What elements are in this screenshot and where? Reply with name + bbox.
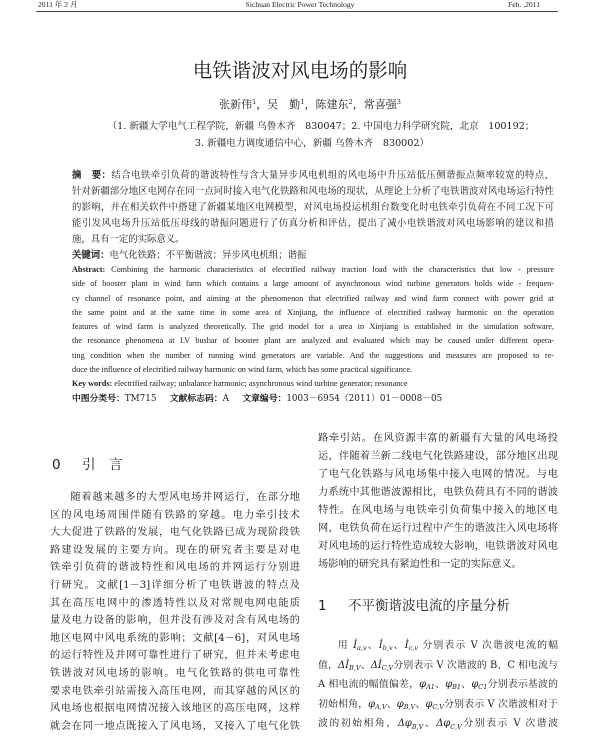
abstract-cn-line: 能引发风电场升压站低压母线的谐振问题进行了仿真分析和评估，提出了减小电铁谐波对风电场影响的建议和措 [72, 218, 554, 229]
body-line: 区的风电场周围伴随有铁路的穿越。电力牵引技术 [50, 509, 300, 521]
formula-symbol: φ [419, 679, 427, 691]
abstract-en-line: the resonance phenomena at LV busbar of booster plant are analyzed and evaluated which may be caused under different opera- [72, 336, 554, 346]
formula-symbol: φ [396, 698, 404, 710]
abstract-cn-line: 针对新疆部分地区电网存在同一点同时接入电气化铁路和风电场的现状，从理论上分析了电铁谐波对风电场运行特性 [72, 186, 554, 197]
formula-text: 、 [434, 679, 446, 691]
section-number: 1 [318, 598, 327, 614]
section-heading-sequence-analysis [318, 596, 510, 616]
header-rule [36, 11, 558, 12]
formula-text: 、 [415, 698, 426, 710]
body-line: 风电场也根据电网情况接入该地区的高压电网，这样 [50, 703, 300, 715]
formula-text: 值， [318, 659, 338, 671]
formula-symbol: φ [445, 679, 453, 691]
author-name: 常喜强 [363, 98, 397, 111]
section1-body [318, 636, 558, 734]
body-line: 特性。在风电场与电铁牵引负荷集中接入的地区电 [318, 505, 558, 516]
keywords-en-line [72, 377, 554, 391]
formula-subscript: B1 [452, 683, 462, 692]
body-line: 场影响的研究具有紧迫性和一定的实际意义。 [318, 559, 522, 570]
clc-value: TM715 [124, 394, 157, 404]
formula-symbol: Δφ [397, 718, 412, 730]
body-line: 路牵引站。在风资源丰富的新疆有大量的风电场投 [318, 433, 558, 444]
abstract-en-text: Combining the harmonic characteristics of electrified railway traction load with the characteristics that low - pressure [105, 265, 554, 274]
abstract-cn [72, 168, 554, 248]
abstract-cn-line: 的影响，并在相关软件中搭建了新疆某地区电网模型，对风电场投运机组台数变化时电铁牵引负荷在不同工况下可 [72, 202, 554, 213]
formula-symbol: φ [471, 679, 479, 691]
formula-text: 分别表示 V 次谐波相对于 [443, 698, 558, 710]
formula-text: 分别表示基波的 [487, 679, 558, 691]
body-line: 对风电场的运行特性造成较大影响，电铁谐波对风电 [318, 541, 558, 552]
abstract-en-line: ting condition when the number of running wind generators are variable. And the suggestions and measures are proposed to re- [72, 350, 554, 360]
author-separator: ， [256, 98, 268, 111]
formula-text: 、 [366, 640, 379, 651]
body-line: 路建设发展的主要方向。现在的研究者主要是对电 [50, 544, 300, 556]
doc-code-value: A [222, 394, 229, 404]
author-affiliation-mark: 2 [348, 98, 353, 107]
section-title: 引 言 [82, 457, 123, 473]
body-line: 的运行特性及并网可靠性进行了研究，但并未考虑电 [50, 650, 300, 662]
author-affiliation-mark: 1 [252, 98, 257, 107]
author-separator: ， [352, 98, 364, 111]
formula-text: 分别表示 V 次谐波 [461, 718, 558, 730]
formula-subscript: a,v [356, 644, 367, 653]
section-title: 不平衡谐波电流的序量分析 [348, 598, 510, 614]
formula-subscript: B,V [403, 703, 416, 712]
formula-subscript: A1 [426, 683, 435, 692]
abstract-cn-text: 结合电铁牵引负荷的谐波特性与含大量异步风电机组的风电场中升压站低压侧谐振点频率较宽的特点， [111, 170, 554, 181]
article-id-label: 文章编号： [242, 394, 287, 404]
abstract-en-line: cy channel of resonance point, and aiming at the phenomenon that electrified railway and wind farm connect with power grid at [72, 293, 554, 303]
formula-text: 用 [337, 640, 354, 651]
formula-text: 、 [360, 659, 371, 671]
formula-text: 、 [461, 679, 472, 691]
formula-symbol: Δφ [436, 718, 451, 730]
formula-text: A 相电流的幅值偏差， [318, 679, 420, 691]
paper-title: 电铁谐波对风电场的影响 [192, 59, 408, 82]
running-header-date-cn: 2011 年 2 月 [38, 0, 78, 9]
author-name: 吴 勤 [267, 98, 301, 111]
formula-subscript: C,V [381, 663, 394, 672]
body-line: 其在高压电网中的渗透特性以及对常规电网电能质 [50, 597, 300, 609]
body-line: 随着越来越多的大型风电场并网运行，在部分地 [70, 492, 300, 503]
section-number: 0 [52, 457, 61, 473]
formula-text: 、 [423, 718, 437, 730]
keywords-cn-text: 电气化铁路；不平衡谐波；异步风电机组；谐振 [109, 250, 307, 261]
body-line [318, 636, 558, 656]
formula-symbol: φ [368, 698, 376, 710]
formula-text: 、 [386, 698, 397, 710]
running-header-journal: Sichuan Electric Power Technology [245, 0, 355, 9]
formula-subscript: b,v [382, 644, 393, 653]
author-name: 陈建东 [315, 98, 349, 111]
formula-symbol: Δİ [337, 659, 350, 671]
abstract-cn-line [72, 168, 554, 184]
abstract-en-line: side of booster plant in wind farm which contains a large amount of asynchronous wind turbine generators holds wide - frequen- [72, 279, 554, 289]
abstract-en-label: Abstract: [72, 265, 106, 274]
formula-symbol: İ [404, 640, 409, 651]
body-line [318, 675, 558, 695]
formula-text: 、 [392, 640, 405, 651]
formula-subscript: C,V [450, 722, 462, 731]
keywords-en-text: electrified railway; unbalance harmonic; asynchronous wind turbine generator; resonance [112, 379, 408, 389]
body-line: 铁牵引负荷的谐波特性和风电场的并网运行分别进 [50, 562, 300, 574]
keywords-cn [72, 248, 554, 264]
abstract-en-line: features of wind farm is analyzed theoretically. The grid model for a area in Xinjiang is established in the simulation software, [72, 322, 554, 332]
author-separator: ， [304, 98, 316, 111]
formula-subscript: A,V [375, 703, 387, 712]
section-heading-introduction [52, 455, 123, 475]
body-line: 量及电力设备的影响，但并没有涉及对含有风电场的 [50, 615, 300, 627]
formula-subscript: C,V [432, 703, 444, 712]
formula-symbol: İ [353, 640, 357, 651]
author-list [20, 97, 600, 113]
abstract-en-line [72, 263, 554, 277]
formula-subscript: B,V [411, 722, 424, 731]
body-line: 力系统中其他谐波源相比，电铁负荷具有不同的谐波 [318, 487, 558, 498]
doc-code-label: 文献标志码： [169, 394, 223, 404]
body-line [318, 714, 558, 734]
body-line [318, 695, 558, 715]
affiliation-line: 3. 新疆电力调度通信中心，新疆 乌鲁木齐 830002） [194, 138, 430, 149]
formula-symbol: İ [378, 640, 383, 651]
formula-text: 分别表示 V 次谐波电流的幅 [418, 640, 558, 651]
formula-subscript: C1 [478, 683, 488, 692]
abstract-en-line: the same point and at the same time in some area of Xinjiang, the influence of electrified railway harmonic on the operation [72, 307, 554, 317]
keywords-cn-line [72, 248, 554, 264]
formula-text: 分别表示 V 次谐波的 B、C 相电流与 [393, 659, 558, 671]
abstract-en-line: duce the influence of electrified railway harmonic on wind farm, which has some practical significance. [72, 365, 413, 375]
keywords-en-label: Key words: [72, 379, 113, 389]
clc-label: 中图分类号： [72, 394, 125, 404]
right-column-body [318, 430, 558, 574]
body-line: 要求电铁牵引站需接入高压电网，而其穿越的风区的 [50, 685, 300, 697]
body-line: 大大促进了铁路的发展，电气化铁路已成为现阶段铁 [50, 527, 300, 539]
formula-subscript: B,V [349, 663, 361, 672]
formula-symbol: Δİ [370, 659, 382, 671]
body-line: 运，伴随着兰新二线电气化铁路建设，部分地区出现 [318, 451, 558, 462]
left-column-body [50, 489, 300, 735]
body-line [318, 656, 558, 676]
keywords-cn-label: 关键词： [72, 250, 110, 261]
body-line: 行研究。文献[1－3]详细分析了电铁谐波的特点及 [50, 579, 300, 591]
body-line: 地区电网中风电系统的影响；文献[4－6]，对风电场 [50, 632, 300, 644]
body-line: 铁谐波对风电场的影响。电气化铁路的供电可靠性 [50, 667, 300, 679]
formula-subscript: c,v [408, 644, 419, 653]
classification-line [72, 392, 554, 406]
affiliation-line: （1. 新疆大学电气工程学院，新疆 乌鲁木齐 830047；2. 中国电力科学研究院，北京 100192； [107, 121, 535, 132]
running-header-date-en: Feb. ,2011 [508, 0, 540, 9]
body-line: 就会在同一地点既接入了风电场，又接入了电气化铁 [50, 720, 300, 732]
author-name: 张新伟 [219, 98, 253, 111]
author-affiliation-mark: 3 [396, 98, 401, 107]
abstract-en [72, 263, 554, 377]
author-affiliation-mark: 1 [300, 98, 305, 107]
keywords-en [72, 377, 554, 391]
body-line: 网，电铁负荷在运行过程中产生的谐波注入风电场将 [318, 523, 558, 534]
body-line: 了电气化铁路与风电场集中接入电网的情况。与电 [318, 469, 558, 480]
abstract-cn-line: 施，具有一定的实际意义。 [72, 234, 185, 245]
formula-symbol: φ [425, 698, 433, 710]
abstract-cn-label: 摘 要： [72, 170, 112, 181]
formula-text: 初始相角， [318, 698, 369, 710]
article-id-value: 1003－6954（2011）01－0008－05 [286, 394, 443, 404]
formula-text: 波的初始相角， [318, 718, 398, 730]
